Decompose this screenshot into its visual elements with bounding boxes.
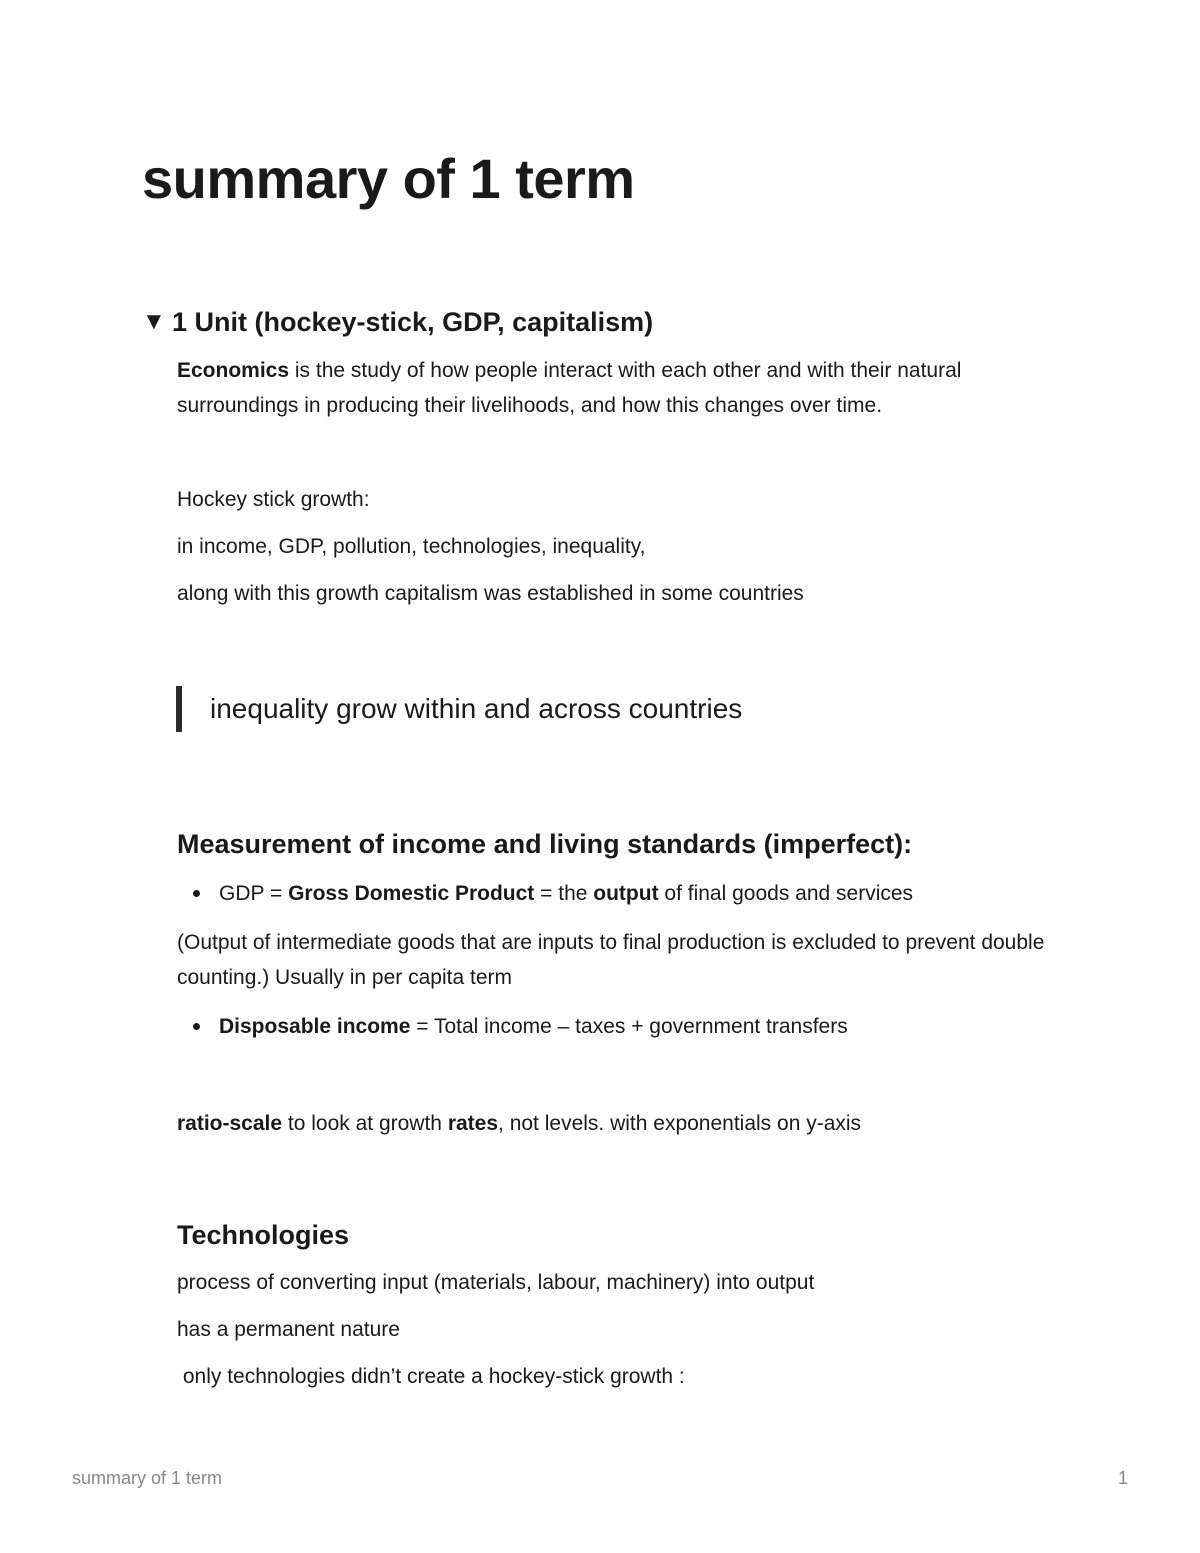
page-number: 1: [1117, 1468, 1128, 1488]
hockey-line-3: along with this growth capitalism was established in some countries: [177, 582, 804, 605]
footer-title: summary of 1 term: [72, 1468, 223, 1488]
hockey-line-2: in income, GDP, pollution, technologies, inequality,: [177, 535, 646, 558]
economics-definition: [177, 353, 1077, 423]
technologies-line-1: process of converting input (materials, labour, machinery) into output: [177, 1271, 815, 1294]
hockey-line-1: Hockey stick growth:: [177, 488, 370, 511]
economics-definition-text: is the study of how people interact with each other and with their natural surroundings in producing their livelihoods, and how this changes over time.: [177, 359, 962, 417]
ratio-scale-text: ratio-scale to look at growth rates, not levels. with exponentials on y-axis: [177, 1112, 862, 1135]
bullet-icon: [177, 1009, 219, 1044]
intermediate-goods-note: (Output of intermediate goods that are inputs to final production is excluded to prevent double counting.) Usually in per capita term: [177, 931, 1045, 989]
bullet-icon: [177, 876, 219, 911]
toggle-arrow-icon[interactable]: ▼: [142, 308, 166, 335]
disposable-text: Disposable income = Total income – taxes + government transfers: [219, 1015, 848, 1038]
technologies-line-2: has a permanent nature: [177, 1318, 400, 1341]
economics-term: Economics: [177, 359, 290, 382]
list-item-disposable-income: [177, 1009, 1077, 1044]
unit-toggle[interactable]: [142, 304, 653, 340]
list-item-gdp: [177, 876, 1077, 911]
gdp-text: GDP = Gross Domestic Product = the output of final goods and services: [219, 882, 914, 905]
technologies-heading: Technologies: [177, 1220, 350, 1250]
technologies-line-3: only technologies didn’t create a hockey-stick growth :: [177, 1365, 685, 1388]
unit-heading: 1 Unit (hockey-stick, GDP, capitalism): [172, 307, 654, 337]
page-title: summary of 1 term: [142, 147, 635, 210]
inequality-quote: inequality grow within and across countries: [176, 686, 742, 732]
measurement-heading: Measurement of income and living standards (imperfect):: [177, 829, 913, 859]
